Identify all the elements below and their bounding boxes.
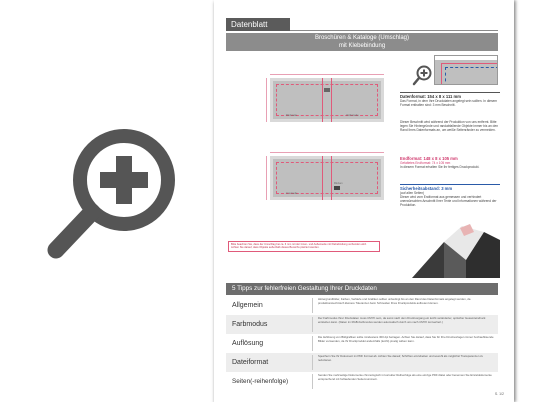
tip-label: Auflösung	[232, 340, 264, 347]
spine-mark	[324, 88, 330, 92]
detail-zoom-icon	[412, 64, 434, 86]
tip-row-dateiformat	[226, 353, 498, 372]
sicherheit-text: Dieser wird vom Endformat aus gemessen und verhindert unerwünschten Anschnitt Ihrer Texte und Informationen während der Produktion.	[400, 195, 497, 207]
page-subtitle	[226, 33, 498, 51]
tip-text: Der Farbmodus Ihrer Druckdaten muss CMYK sein, da sonst nach dem Druckvorgang ein leicht veränderter, optischer Gesamteindruck entstehen kann. (Daten im RGB-Farbmodus werden automatisch durch uns nach CMYK konvertiert.)	[318, 316, 486, 324]
booklet-illustration	[410, 220, 502, 280]
page-title: Datenblatt	[226, 18, 290, 31]
endformat-title: Endformat: 148 x 8 x 105 mm	[400, 156, 458, 161]
tip-divider	[312, 317, 313, 332]
tip-label: Seiten(-reihenfolge)	[232, 378, 289, 385]
cover-inside-diagram	[270, 156, 384, 200]
warning-line-2: Achten Sie darauf, dass Objekte außerhalb dieses Bereichs platziert werden.	[231, 246, 320, 250]
cover-outside-diagram	[270, 78, 384, 122]
tip-label: Dateiformat	[232, 359, 269, 366]
endformat-text: In diesem Format erhalten Sie Ihr fertiges Druckprodukt.	[400, 165, 480, 169]
tip-divider	[312, 298, 313, 313]
detail-white-edge	[435, 56, 498, 60]
dimension-line-top-inside	[270, 152, 384, 153]
glue-line-right	[331, 78, 332, 122]
info-endformat	[400, 156, 500, 169]
detail-magnifier-icon	[412, 64, 434, 86]
tip-row-seiten	[226, 372, 498, 391]
sicherheit-title: Sicherheitsabstand: 3 mm	[400, 184, 500, 191]
beschnitt-text: Dieser Beschnitt wird während der Produktion von uns entfernt. Bitte legen Sie Hintergründe und randabfallende Objekte immer bis an den Rand Ihres Datenformats an, um weiße Seitenränder zu vermeiden.	[400, 120, 498, 132]
tip-label: Farbmodus	[232, 321, 268, 328]
tip-divider	[312, 374, 313, 389]
info-datenformat	[400, 92, 500, 107]
tips-header: 5 Tipps zur fehlerfreien Gestaltung Ihrer Druckdaten	[226, 283, 498, 295]
dimension-line-left-inside	[266, 156, 267, 200]
spine-mark-inside	[334, 186, 340, 190]
sicherheit-sub: (auf allen Seiten)	[400, 191, 425, 195]
dimension-line-top	[270, 74, 384, 75]
detail-safety-line	[445, 67, 498, 69]
zoom-in-button[interactable]	[44, 118, 184, 268]
tip-divider	[312, 355, 313, 370]
title-rule	[290, 30, 498, 31]
inside-cover-label: Innenseite	[286, 192, 298, 195]
subtitle-line-1: Broschüren & Kataloge (Umschlag)	[314, 35, 410, 41]
info-beschnitt	[400, 120, 500, 132]
spine-label: Rücken	[334, 182, 343, 185]
page-number: S. 1/2	[494, 392, 504, 396]
zoom-in-magnifier-icon	[44, 118, 184, 268]
datenformat-text: Das Format, in dem Ihre Druckdaten angelegt sein sollten. In diesem Format enthalten sind: 3 mm Beschnitt.	[400, 99, 498, 107]
dimension-line-left	[266, 78, 267, 122]
booklet-illustration-graphic	[410, 220, 502, 280]
tip-text: Speichern Sie Ihr Dokument im PDF Format ab. Achten Sie darauf, Schriften einzubetten und sowohl als möglichst Transparenzen zu reduzieren.	[318, 354, 484, 362]
tip-text: Hintergrundbilder, Farben, Verläufe und Grafiken sollten unbedingt bis an den Rand des Datenformats angelegt werden, da produktionstechnisch kleinere Toleranzen beim Schneiden Ihres Druckprodukts auftreten können.	[318, 297, 471, 305]
glue-line-left	[322, 78, 323, 122]
info-sicherheitsabstand	[400, 184, 500, 207]
front-cover-label: Vorderseite	[346, 114, 359, 117]
detail-bleed-line-vertical	[441, 63, 442, 85]
warning-line-1: Bitte beachten Sie, dass der Umschlag bei ca. 6 mm mit der Innen- und Außenseite mit Klebebindung verbunden wird.	[231, 243, 367, 246]
tip-text: Die Auflösung von Bildgrafiken sollte mindestens 300 dpi betragen. Achten Sie darauf, dass Sie für Ihre Druckvorlagen immer hochauflösende Bilder verwenden, da Ihr Druckprodukt andernfalls (leicht) pixelig wirken kann.	[318, 335, 494, 343]
tip-text: Senden Sie mehrseitige Dokumente chronologisch in korrekter Reihenfolge als eine einzige PDF-Datei oder benennen Sie Einzeldokumente entsprechend mit fortlaufenden Seitennummern.	[318, 373, 492, 381]
datasheet-page[interactable]	[214, 0, 514, 402]
glue-line-left-inside	[322, 156, 323, 200]
back-cover-label: Rückseite	[286, 114, 297, 117]
detail-safety-line-vertical	[445, 67, 447, 85]
safety-margin-outline-inside	[276, 162, 378, 194]
tip-divider	[312, 336, 313, 351]
tip-label: Allgemein	[232, 302, 263, 309]
glue-line-right-inside	[331, 156, 332, 200]
datenformat-title: Datenformat: 154 x 8 x 111 mm	[400, 92, 500, 99]
detail-bleed-line	[441, 63, 498, 64]
subtitle-line-2: mit Klebebindung	[338, 43, 386, 49]
glue-warning-box	[228, 241, 380, 252]
tip-row-aufloesung	[226, 334, 498, 353]
endformat-sub: Gefaltetes Endformat: 74 x 105 mm	[400, 161, 451, 165]
corner-detail-view	[434, 55, 498, 85]
tip-row-allgemein	[226, 296, 498, 315]
tip-row-farbmodus	[226, 315, 498, 334]
